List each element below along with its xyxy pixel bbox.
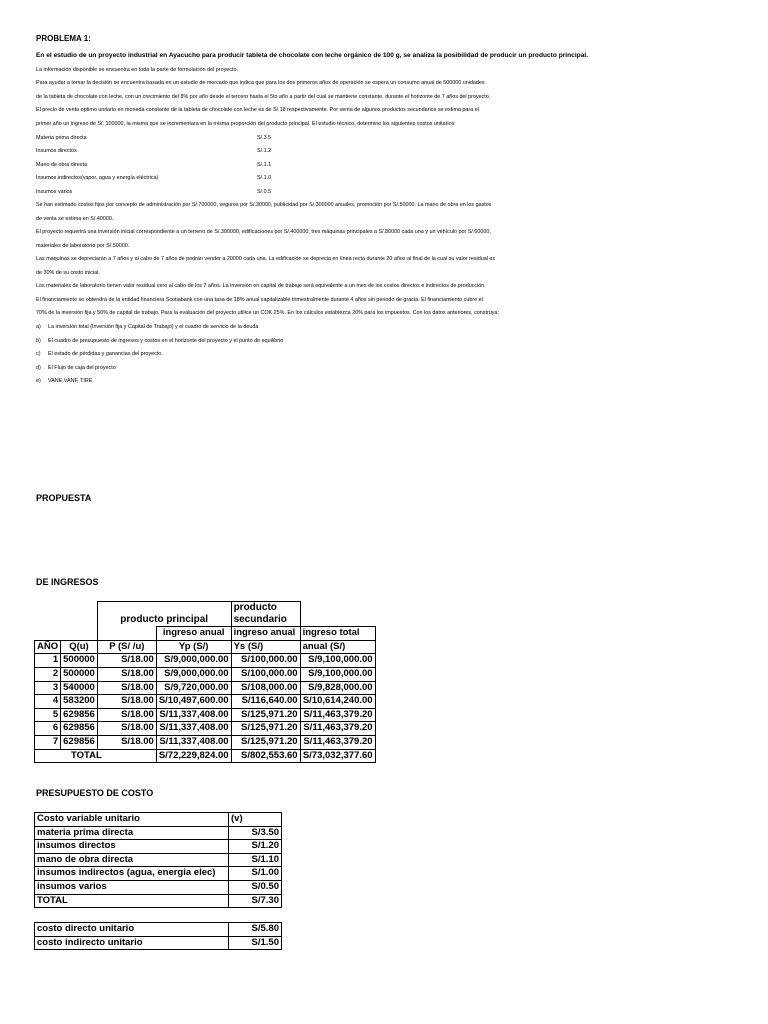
group-principal: producto principal bbox=[97, 602, 231, 627]
cost-row-value: S/1.20 bbox=[229, 840, 282, 854]
table-row bbox=[35, 681, 376, 695]
table-row bbox=[35, 853, 282, 867]
problem-line: de venta se estima en S/.40000. bbox=[36, 216, 114, 222]
cell-q: 629856 bbox=[61, 722, 98, 736]
col-header-total: anual (S/) bbox=[300, 640, 375, 654]
col-header-ingreso-total: ingreso total bbox=[300, 627, 375, 641]
table-row bbox=[35, 695, 376, 709]
table-row bbox=[35, 654, 376, 668]
cell-yp: S/9,000,000.00 bbox=[156, 654, 231, 668]
cell-ys: S/100,000.00 bbox=[231, 667, 300, 681]
cost-item-name: Materia prima directa bbox=[36, 135, 87, 141]
table-row bbox=[35, 708, 376, 722]
ingresos-table bbox=[34, 601, 376, 763]
col-header-price: P (S/ /u) bbox=[97, 640, 156, 654]
question-text: El estado de pérdidas y ganancias del proyecto. bbox=[48, 351, 163, 357]
costos-title: PRESUPUESTO DE COSTO bbox=[36, 788, 154, 798]
cell-ys: S/125,971.20 bbox=[231, 722, 300, 736]
problem-line: 70% de la inversión fija y 50% de capital de trabajo. Para la evaluación del proyecto utilice un COK 25%. En los cálculos establezca 20% para los impuestos. Con los datos anteriores, construya: bbox=[36, 310, 499, 316]
problem-line: La información disponible se encuentra en toda la parte de formulación del proyecto. bbox=[36, 67, 238, 73]
table-row bbox=[35, 826, 282, 840]
cell-ys: S/125,971.20 bbox=[231, 735, 300, 749]
cell-q: 500000 bbox=[61, 654, 98, 668]
cell-ys: S/108,000.00 bbox=[231, 681, 300, 695]
cost-row-value: S/1.10 bbox=[229, 853, 282, 867]
total-ys: S/802,553.60 bbox=[231, 749, 300, 763]
problem-line: Para ayudar a tomar la decisión se encuentra basada en un estudio de mercado que indica que para los dos primeros años de operación se espera un consumo anual de 500000 unidades bbox=[36, 80, 485, 86]
question-item bbox=[36, 378, 94, 384]
problem-line: El precio de venta optimo unitario en moneda constante de la tableta de chocolate con leche es de S/.18 respectivamente. Por venta de algunos productos secundarios se estima para el bbox=[36, 107, 479, 113]
cell-price: S/18.00 bbox=[97, 722, 156, 736]
cell-total: S/9,100,000.00 bbox=[300, 654, 375, 668]
problem-line: Las maquinas se depreciarán a 7 años y al cabo de 7 años de podrán vender a 20000 cada una. La edificación se deprecia en línea recta durante 20 años al final de la cual su valor residual es bbox=[36, 256, 496, 262]
cell-year: 5 bbox=[35, 708, 61, 722]
cost-header-unit: (v) bbox=[229, 813, 282, 827]
question-letter: e) bbox=[36, 378, 41, 384]
table-row bbox=[35, 936, 282, 950]
indirect-cost-value: S/1.50 bbox=[229, 936, 282, 950]
cell-total: S/9,828,000.00 bbox=[300, 681, 375, 695]
cell-ys: S/100,000.00 bbox=[231, 654, 300, 668]
cell-year: 7 bbox=[35, 735, 61, 749]
cost-item-value: S/.0.5 bbox=[257, 189, 272, 195]
table-header-row bbox=[35, 813, 282, 827]
cost-header-label: Costo variable unitario bbox=[35, 813, 229, 827]
cell-total: S/10,614,240.00 bbox=[300, 695, 375, 709]
col-header-ingreso-anual: ingreso anual bbox=[156, 627, 231, 641]
cell-yp: S/11,337,408.00 bbox=[156, 722, 231, 736]
problem-title: PROBLEMA 1: bbox=[36, 34, 91, 43]
problem-line: Los materiales de laboratorio tienen valor residual cero al cabo de los 7 años. La inversión en capital de trabajo será equivalente a un mes de los costos directos e indirectos de producción. bbox=[36, 283, 486, 289]
question-text: La inversión total (Inversión fija y Capital de Trabajo) y el cuadro de servicio de la deuda bbox=[48, 324, 259, 330]
cell-price: S/18.00 bbox=[97, 695, 156, 709]
table-header-row bbox=[35, 627, 376, 641]
table-row bbox=[35, 722, 376, 736]
cost-row-value: S/3.50 bbox=[229, 826, 282, 840]
problem-line: El proyecto requerirá una inversión inicial correspondiente a un terreno de S/.300000, edificaciones por S/.400000, tres máquinas principales a S/.80000 cada una y un vehículo por S/.60000, bbox=[36, 229, 491, 235]
cell-ys: S/116,640.00 bbox=[231, 695, 300, 709]
cost-item-name: Insumos directos bbox=[36, 148, 77, 154]
cell-q: 500000 bbox=[61, 667, 98, 681]
cell-yp: S/10,497,600.00 bbox=[156, 695, 231, 709]
cell-q: 583200 bbox=[61, 695, 98, 709]
group-secundario: producto secundario bbox=[231, 602, 300, 627]
cell-year: 6 bbox=[35, 722, 61, 736]
col-header-year: AÑO bbox=[35, 640, 61, 654]
propuesta-title: PROPUESTA bbox=[36, 493, 92, 503]
cost-row-name: insumos directos bbox=[35, 840, 229, 854]
ingresos-title: DE INGRESOS bbox=[36, 577, 99, 587]
col-header-yp: Yp (S/) bbox=[156, 640, 231, 654]
cell-price: S/18.00 bbox=[97, 654, 156, 668]
cell-price: S/18.00 bbox=[97, 708, 156, 722]
cost-row-name: mano de obra directa bbox=[35, 853, 229, 867]
cost-total-value: S/7.30 bbox=[229, 894, 282, 908]
cell-total: S/11,463,379.20 bbox=[300, 735, 375, 749]
question-letter: c) bbox=[36, 351, 41, 357]
unit-cost-table bbox=[34, 922, 282, 950]
cell-yp: S/9,720,000.00 bbox=[156, 681, 231, 695]
cell-total: S/11,463,379.20 bbox=[300, 708, 375, 722]
cost-item-value: S/.1.0 bbox=[257, 175, 272, 181]
total-total: S/73,032,377.60 bbox=[300, 749, 375, 763]
cell-price: S/18.00 bbox=[97, 735, 156, 749]
cost-item-value: S/.1.1 bbox=[257, 162, 272, 168]
table-header-row bbox=[35, 602, 376, 615]
problem-line: El financiamiento se obtendrá de la entidad financiera Scotiabank con una tasa de 18% anual capitalizable trimestralmente durante 4 años sin periodo de gracia. El financiamiento cubre el bbox=[36, 297, 483, 303]
table-row bbox=[35, 923, 282, 937]
table-total-row bbox=[35, 894, 282, 908]
direct-cost-label: costo directo unitario bbox=[35, 923, 229, 937]
cost-row-name: insumos varios bbox=[35, 880, 229, 894]
cell-q: 540000 bbox=[61, 681, 98, 695]
cell-yp: S/9,000,000.00 bbox=[156, 667, 231, 681]
question-letter: d) bbox=[36, 365, 41, 371]
question-item bbox=[36, 324, 258, 330]
cell-total: S/9,100,000.00 bbox=[300, 667, 375, 681]
question-letter: a) bbox=[36, 324, 41, 330]
cell-year: 2 bbox=[35, 667, 61, 681]
cell-total: S/11,463,379.20 bbox=[300, 722, 375, 736]
indirect-cost-label: costo indirecto unitario bbox=[35, 936, 229, 950]
table-row bbox=[35, 880, 282, 894]
table-header-row bbox=[35, 640, 376, 654]
problem-intro: En el estudio de un proyecto industrial en Ayacucho para producir tableta de chocolate con leche orgánico de 100 g, se analiza la posibilidad de producir un producto principal. bbox=[36, 52, 589, 59]
cell-q: 629856 bbox=[61, 708, 98, 722]
total-label: TOTAL bbox=[35, 749, 157, 763]
cost-row-value: S/1.00 bbox=[229, 867, 282, 881]
question-text: El cuadro de presupuesto de ingresos y costos en el horizonte del proyecto y el punto de equilibrio bbox=[48, 338, 284, 344]
cell-yp: S/11,337,408.00 bbox=[156, 735, 231, 749]
cell-price: S/18.00 bbox=[97, 681, 156, 695]
table-row bbox=[35, 840, 282, 854]
question-item bbox=[36, 351, 163, 357]
question-text: VANE,VANF, TIRE. bbox=[48, 378, 94, 384]
col-header-ys: Ys (S/) bbox=[231, 640, 300, 654]
cost-table bbox=[34, 812, 282, 908]
cell-q: 629856 bbox=[61, 735, 98, 749]
cost-row-name: insumos indirectos (agua, energia elec) bbox=[35, 867, 229, 881]
table-row bbox=[35, 867, 282, 881]
cost-item-value: S/.1.2 bbox=[257, 148, 272, 154]
problem-line: de 30% de su costo inicial. bbox=[36, 270, 100, 276]
cell-year: 3 bbox=[35, 681, 61, 695]
cell-year: 4 bbox=[35, 695, 61, 709]
problem-line: primer año un ingreso de S/. 100000, la misma que se incrementara en la misma proporción del producto principal. El estudio técnico, determino los siguientes costos unitarios: bbox=[36, 121, 456, 127]
cost-item-name: Insumos varios bbox=[36, 189, 73, 195]
cost-item-name: Mano de obra directa bbox=[36, 162, 87, 168]
col-header-q: Q(u) bbox=[61, 640, 98, 654]
total-yp: S/72,229,824.00 bbox=[156, 749, 231, 763]
question-item bbox=[36, 365, 116, 371]
cell-price: S/18.00 bbox=[97, 667, 156, 681]
problem-line: Se han estimado costos fijos por concepto de administración por S/.700000, seguros por S/.30000, publicidad por S/.300000 anuales, promoción por S/.50000. La mano de obra en los gastos bbox=[36, 202, 492, 208]
cost-item-value: S/.3.5 bbox=[257, 135, 272, 141]
cost-row-value: S/0.50 bbox=[229, 880, 282, 894]
cell-yp: S/11,337,408.00 bbox=[156, 708, 231, 722]
problem-line: materiales de laboratorio por S/.50000. bbox=[36, 243, 130, 249]
question-item bbox=[36, 338, 283, 344]
direct-cost-value: S/5.80 bbox=[229, 923, 282, 937]
cost-row-name: materia prima directa bbox=[35, 826, 229, 840]
problem-line: de la tableta de chocolate con leche, con un crecimiento del 8% por año desde el tercero hasta el 5to año a partir del cual se mantiene constante, durante el horizonte de 7 años del proyecto. bbox=[36, 94, 491, 100]
question-letter: b) bbox=[36, 338, 41, 344]
cell-year: 1 bbox=[35, 654, 61, 668]
table-row bbox=[35, 735, 376, 749]
cell-ys: S/125,971.20 bbox=[231, 708, 300, 722]
table-row bbox=[35, 667, 376, 681]
col-header-ingreso-anual-sec: ingreso anual bbox=[231, 627, 300, 641]
table-total-row bbox=[35, 749, 376, 763]
question-text: El Flujo de caja del proyecto bbox=[48, 365, 116, 371]
cost-item-name: Insumos indirectos(vapor, agua y energía eléctrica) bbox=[36, 175, 159, 181]
cost-total-label: TOTAL bbox=[35, 894, 229, 908]
